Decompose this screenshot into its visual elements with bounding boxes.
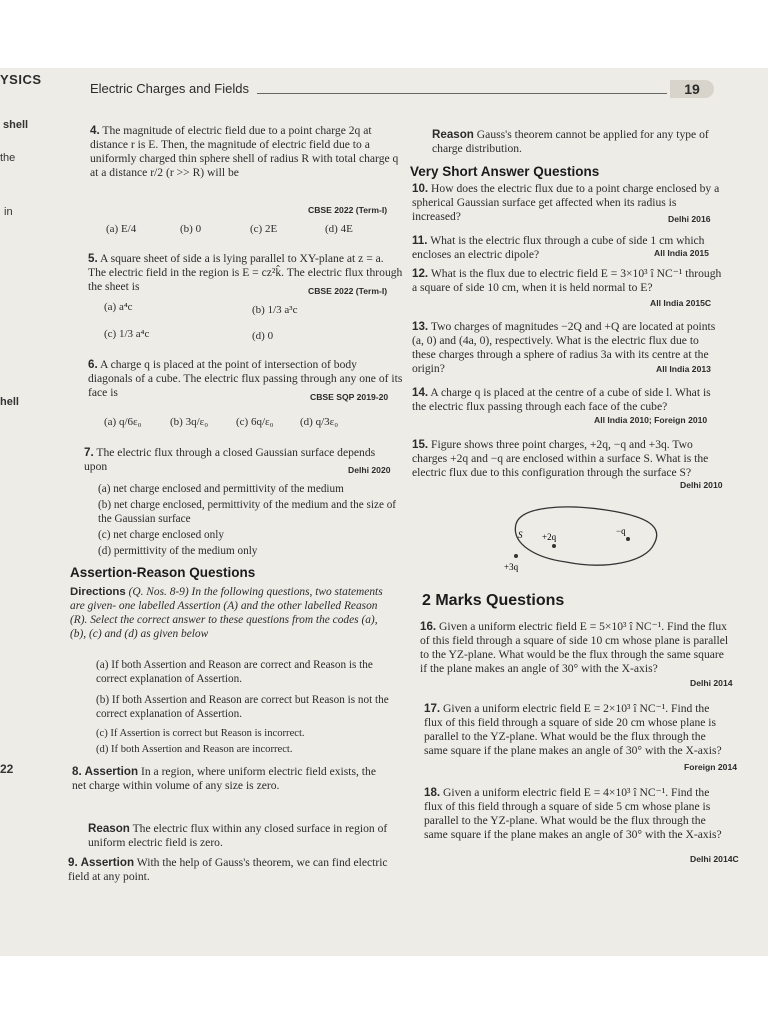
question-8-reason: Reason The electric flux within any closed surface in region of uniform electric field is zero. bbox=[88, 822, 388, 849]
label-surface-s: S bbox=[518, 530, 523, 540]
source-tag: CBSE 2022 (Term-I) bbox=[308, 205, 388, 215]
ar-option-b: (b) If both Assertion and Reason are correct but Reason is not the correct explanation of Assertion. bbox=[96, 694, 389, 720]
book-label: YSICS bbox=[0, 72, 42, 87]
option-b: (b) 3q/ε₀ bbox=[170, 416, 209, 428]
option-b: (b) net charge enclosed, permittivity of the medium and the size of the Gaussian surface bbox=[98, 499, 397, 525]
option-a: (a) q/6ε₀ bbox=[104, 416, 142, 428]
source-tag: All India 2015C bbox=[650, 298, 712, 308]
question-13: 13. Two charges of magnitudes −2Q and +Q are located at points (a, 0) and (4a, 0), respectively. What is the electric flux due to these charges through a sphere of radius 3a with its centre at the origin? bbox=[412, 320, 716, 375]
margin-note: the bbox=[0, 152, 16, 164]
gaussian-surface-outline bbox=[515, 507, 656, 565]
charge-dot-minus-q bbox=[626, 537, 630, 541]
margin-note: hell bbox=[0, 396, 19, 408]
label-minus-q: −q bbox=[616, 526, 626, 536]
option-b: (b) 0 bbox=[180, 223, 202, 235]
ar-option-c: (c) If Assertion is correct but Reason is incorrect. bbox=[96, 728, 305, 739]
margin-note: 22 bbox=[0, 762, 14, 776]
option-c: (c) 1/3 a⁴c bbox=[104, 328, 150, 340]
source-tag: Delhi 2014C bbox=[690, 854, 739, 864]
question-text: The electric flux through a closed Gaussian surface depends upon bbox=[84, 446, 376, 473]
charge-dot-plus-3q bbox=[514, 554, 518, 558]
label-plus-2q: +2q bbox=[542, 532, 557, 542]
ar-option-a: (a) If both Assertion and Reason are correct and Reason is the correct explanation of Assertion. bbox=[96, 659, 373, 685]
question-16: 16. Given a uniform electric field E = 5×10³ î NC⁻¹. Find the flux of this field through a square of side 10 cm whose plane is parallel to the YZ-plane. What would be the flux through the same square if the plane makes an angle of 30° with the X-axis? bbox=[420, 620, 729, 675]
source-tag: CBSE 2022 (Term-I) bbox=[308, 286, 388, 296]
chapter-title: Electric Charges and Fields bbox=[90, 81, 249, 96]
directions: Directions (Q. Nos. 8-9) In the following questions, two statements are given- one labelled Assertion (A) and the other labelled Reason (R). Select the correct answer to these questions from the codes (a), (b), (c) and (d) as given below bbox=[70, 586, 383, 640]
section-heading-assertion-reason: Assertion-Reason Questions bbox=[70, 565, 256, 580]
option-a: (a) a⁴c bbox=[104, 301, 133, 313]
question-18: 18. Given a uniform electric field E = 4×10³ î NC⁻¹. Find the flux of this field through a square of side 5 cm whose plane is parallel to the YZ-plane. What would be the flux through the same square if the plane makes an angle of 30° with the X-axis? bbox=[424, 786, 722, 841]
question-9-reason: Reason Gauss's theorem cannot be applied for any type of charge distribution. bbox=[432, 128, 709, 155]
charge-dot-plus-2q bbox=[552, 544, 556, 548]
question-14: 14. A charge q is placed at the centre of a cube of side l. What is the electric flux passing through each face of the cube? bbox=[412, 386, 711, 413]
header-rule bbox=[257, 93, 667, 94]
question-6: 6. A charge q is placed at the point of intersection of body diagonals of a cube. The electric flux passing through any one of its face is bbox=[88, 358, 403, 399]
question-4: 4. The magnitude of electric field due to a point charge 2q at distance r is E. Then, the magnitude of electric field due to a uniformly charged thin sphere shell of radius R with total charge q at a distance r/2 (r >> R) will be bbox=[90, 124, 399, 179]
question-text: A square sheet of side a is lying parallel to XY-plane at z = a. The electric field in the region is E = cz²k̂. The electric flux through the sheet is bbox=[88, 252, 403, 293]
source-tag: CBSE SQP 2019-20 bbox=[310, 392, 389, 402]
section-heading-very-short: Very Short Answer Questions bbox=[410, 164, 600, 179]
textbook-page bbox=[0, 68, 768, 956]
option-d: (d) 4E bbox=[325, 223, 353, 235]
question-12: 12. What is the flux due to electric field E = 3×10³ î NC⁻¹ through a square of side 10 cm, when it is held normal to E? bbox=[412, 267, 722, 294]
option-c: (c) net charge enclosed only bbox=[98, 529, 224, 541]
question-8: 8. Assertion In a region, where uniform electric field exists, the net charge within volume of any size is zero. bbox=[72, 765, 376, 792]
option-c: (c) 6q/ε₀ bbox=[236, 416, 274, 428]
option-c: (c) 2E bbox=[250, 223, 278, 235]
source-tag: Delhi 2014 bbox=[690, 678, 733, 688]
margin-note: shell bbox=[3, 119, 29, 131]
source-tag: Delhi 2020 bbox=[348, 465, 391, 475]
question-11: 11. What is the electric flux through a cube of side 1 cm which encloses an electric dipole? bbox=[412, 234, 705, 261]
option-a: (a) net charge enclosed and permittivity of the medium bbox=[98, 483, 344, 495]
label-plus-3q: +3q bbox=[504, 562, 519, 572]
question-text: A charge q is placed at the point of intersection of body diagonals of a cube. The electric flux passing through any one of its face is bbox=[88, 358, 403, 399]
question-10: 10. How does the electric flux due to a point charge enclosed by a spherical Gaussian surface get affected when its radius is increased? bbox=[412, 182, 720, 223]
source-tag: Delhi 2016 bbox=[668, 214, 711, 224]
question-7: 7. The electric flux through a closed Gaussian surface depends upon bbox=[84, 446, 376, 473]
option-a: (a) E/4 bbox=[106, 223, 137, 235]
option-d: (d) q/3ε₀ bbox=[300, 416, 339, 428]
question-text: The magnitude of electric field due to a point charge 2q at distance r is E. Then, the magnitude of electric field due to a uniformly charged thin sphere shell of radius R with total charge q at a distance r/2 (r >> R) will be bbox=[90, 124, 399, 179]
source-tag: All India 2013 bbox=[656, 364, 711, 374]
source-tag: Foreign 2014 bbox=[684, 762, 738, 772]
option-d: (d) 0 bbox=[252, 330, 274, 342]
question-9: 9. Assertion With the help of Gauss's theorem, we can find electric field at any point. bbox=[68, 856, 388, 883]
source-tag: Delhi 2010 bbox=[680, 480, 723, 490]
source-tag: All India 2015 bbox=[654, 248, 709, 258]
question-15: 15. Figure shows three point charges, +2q, −q and +3q. Two charges +2q and −q are enclosed within a surface S. What is the electric flux due to this configuration through the surface S? bbox=[412, 438, 709, 479]
option-d: (d) permittivity of the medium only bbox=[98, 545, 258, 557]
ar-option-d: (d) If both Assertion and Reason are incorrect. bbox=[96, 744, 293, 755]
margin-note: in bbox=[4, 206, 13, 218]
source-tag: All India 2010; Foreign 2010 bbox=[594, 415, 708, 425]
question-17: 17. Given a uniform electric field E = 2×10³ î NC⁻¹. Find the flux of this field through a square of side 20 cm whose plane is parallel to the YZ-plane. What would be the flux through the same square if the plane makes an angle of 30° with the X-axis? bbox=[424, 702, 722, 757]
page-number: 19 bbox=[670, 80, 714, 98]
option-b: (b) 1/3 a³c bbox=[252, 304, 298, 316]
gaussian-surface-figure bbox=[496, 504, 666, 572]
section-heading-two-marks: 2 Marks Questions bbox=[422, 592, 565, 609]
question-5: 5. A square sheet of side a is lying parallel to XY-plane at z = a. The electric field in the region is E = cz²k̂. The electric flux through the sheet is bbox=[88, 252, 403, 293]
